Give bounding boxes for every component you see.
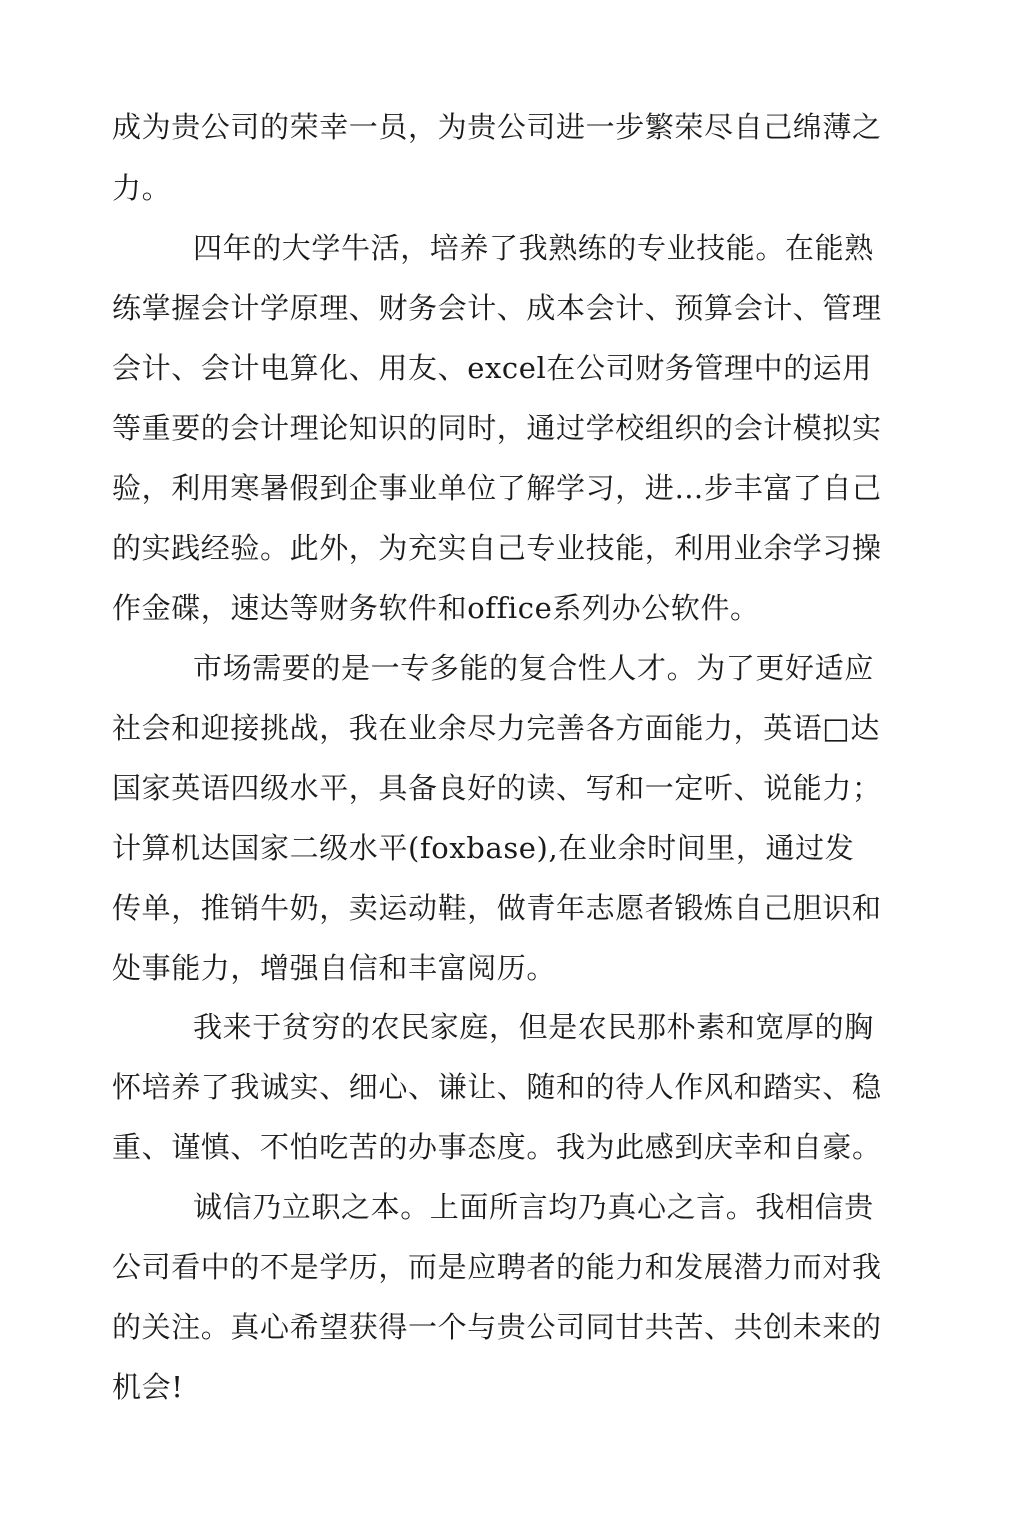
paragraph-start-line: 诚信乃立职之本。上面所言均乃真心之言。我相信贵 [193, 1190, 874, 1224]
text-line: 怀培养了我诚实、细心、谦让、随和的待人作风和踏实、稳 [112, 1070, 882, 1104]
text-line: 的关注。真心希望获得一个与贵公司同甘共苦、共创未来的 [112, 1310, 882, 1344]
text-line: 传单，推销牛奶，卖运动鞋，做青年志愿者锻炼自己胆识和 [112, 891, 882, 925]
paragraph-start-line: 市场需要的是一专多能的复合性人才。为了更好适应 [193, 651, 874, 685]
text-line: 计算机达国家二级水平(foxbase),在业余时间里，通过发 [112, 831, 855, 865]
text-line: 的实践经验。此外，为充实自己专业技能，利用业余学习操 [112, 531, 882, 565]
text-line: 公司看中的不是学历，而是应聘者的能力和发展潜力而对我 [112, 1250, 882, 1284]
text-line: 验，利用寒暑假到企事业单位了解学习，进…步丰富了自己 [112, 471, 882, 505]
text-line: 机会! [112, 1370, 184, 1404]
text-line: 作金碟，速达等财务软件和office系列办公软件。 [112, 591, 760, 625]
text-line: 成为贵公司的荣幸一员，为贵公司进一步繁荣尽自己绵薄之 [112, 110, 882, 144]
text-line: 会计、会计电算化、用友、excel在公司财务管理中的运用 [112, 351, 872, 385]
text-line: 力。 [112, 171, 172, 205]
paragraph-start-line: 四年的大学牛活，培养了我熟练的专业技能。在能熟 [193, 231, 874, 265]
text-line: 重、谨慎、不怕吃苦的办事态度。我为此感到庆幸和自豪。 [112, 1130, 882, 1164]
text-line: 处事能力，增强自信和丰富阅历。 [112, 951, 557, 985]
text-line: 国家英语四级水平，具备良好的读、写和一定听、说能力； [112, 771, 882, 805]
paragraph-start-line: 我来于贫穷的农民家庭，但是农民那朴素和宽厚的胸 [193, 1010, 874, 1044]
text-line: 社会和迎接挑战，我在业余尽力完善各方面能力，英语□达 [112, 711, 881, 745]
text-line: 练掌握会计学原理、财务会计、成本会计、预算会计、管理 [112, 291, 882, 325]
text-line: 等重要的会计理论知识的同时，通过学校组织的会计模拟实 [112, 411, 882, 445]
